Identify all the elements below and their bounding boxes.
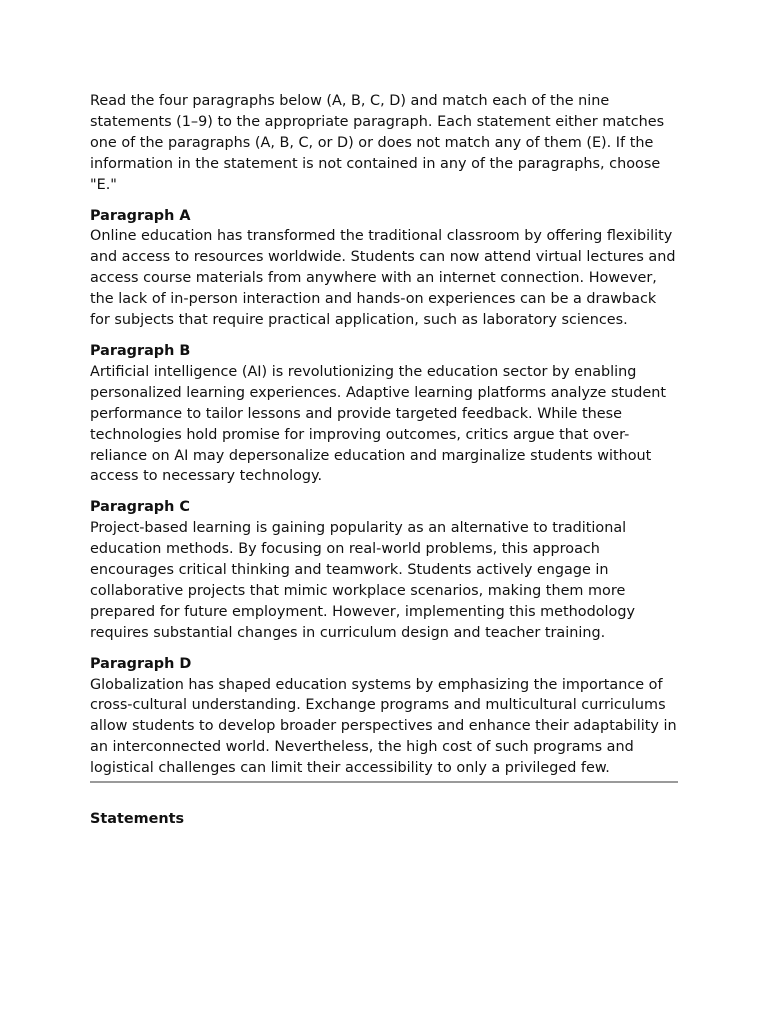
paragraph-a-heading: Paragraph A — [90, 207, 191, 224]
document-page — [90, 91, 678, 830]
paragraph-d — [90, 654, 678, 779]
paragraph-b-heading: Paragraph B — [90, 342, 191, 359]
instructions-text: Read the four paragraphs below (A, B, C, D) and match each of the nine statements (1–9) to the appropriate paragraph. Each statement either matches one of the paragraphs (A, B, C, or D) or does not match any of them (E). If the information in the statement is not contained in any of the paragraphs, choose "E." — [90, 93, 665, 193]
section-divider — [90, 781, 678, 783]
paragraph-d-heading: Paragraph D — [90, 655, 192, 672]
statements-heading: Statements — [90, 811, 185, 828]
paragraph-c — [90, 497, 678, 643]
paragraph-a-text: Online education has transformed the traditional classroom by offering flexibility and access to resources worldwide. Students can now attend virtual lectures and access course materials from anywhere with an internet connection. However, the lack of in-person interaction and hands-on experiences can be a drawback for subjects that require practical application, such as laboratory sciences. — [90, 228, 676, 329]
paragraph-b-text: Artificial intelligence (AI) is revolutionizing the education sector by enabling personalized learning experiences. Adaptive learning platforms analyze student performance to tailor lessons and provide targeted feedback. While these technologies hold promise for improving outcomes, critics argue that over-reliance on AI may depersonalize education and marginalize students without access to necessary technology. — [90, 363, 666, 485]
paragraph-c-heading: Paragraph C — [90, 499, 190, 516]
paragraph-a — [90, 206, 678, 331]
paragraph-c-text: Project-based learning is gaining popularity as an alternative to traditional education methods. By focusing on real-world problems, this approach encourages critical thinking and teamwork. Students actively engage in collaborative projects that mimic workplace scenarios, making them more prepared for future employment. However, implementing this methodology requires substantial changes in curriculum design and teacher training. — [90, 520, 635, 641]
paragraph-d-text: Globalization has shaped education systems by emphasizing the importance of cross-cultural understanding. Exchange programs and multicultural curriculums allow students to develop broader perspectives and enhance their adaptability in an interconnected world. Nevertheless, the high cost of such programs and logistical challenges can limit their accessibility to only a privileged few. — [90, 676, 677, 777]
paragraph-b — [90, 341, 678, 487]
